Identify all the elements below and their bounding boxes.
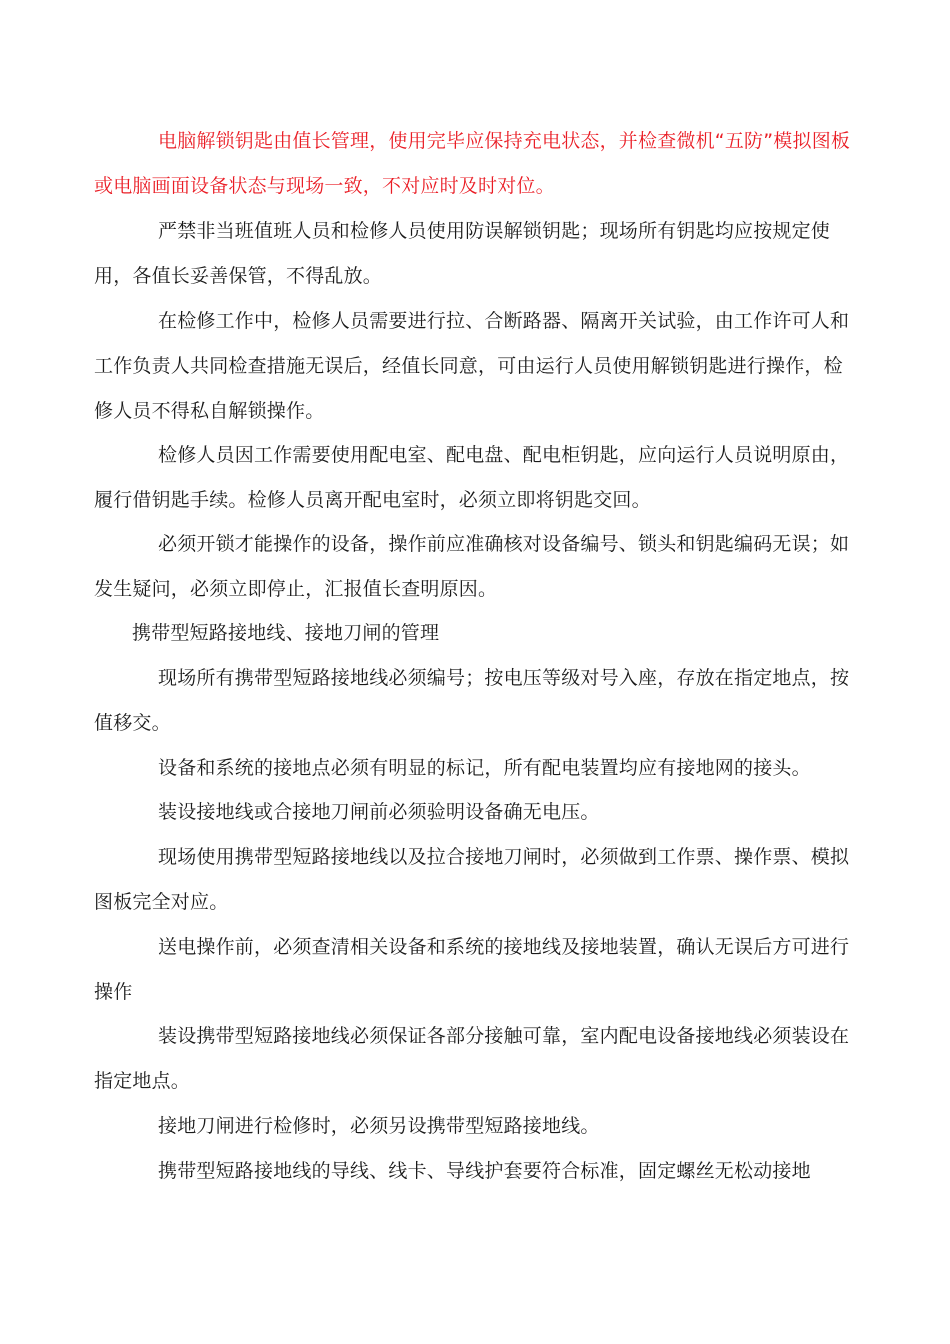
paragraph-grounding-numbering: 现场所有携带型短路接地线必须编号；按电压等级对号入座，存放在指定地点，按值移交。 (94, 667, 850, 734)
paragraph-unlock-key-management: 电脑解锁钥匙由值长管理，使用完毕应保持充电状态，并检查微机“五防”模拟图板或电脑画面设备状态与现场一致，不对应时及时对位。 (94, 130, 851, 197)
paragraph-maintenance-unlock: 在检修工作中，检修人员需要进行拉、合断路器、隔离开关试验，由工作许可人和工作负责人共同检查措施无误后，经值长同意，可由运行人员使用解锁钥匙进行操作，检修人员不得私自解锁操作。 (94, 310, 850, 422)
paragraph-grounding-marks: 设备和系统的接地点必须有明显的标记，所有配电装置均应有接地网的接头。 (158, 757, 811, 779)
paragraph-ticket-correspondence: 现场使用携带型短路接地线以及拉合接地刀闸时，必须做到工作票、操作票、模拟图板完全对应。 (94, 846, 850, 913)
paragraph-before-energizing: 送电操作前，必须查清相关设备和系统的接地线及接地装置，确认无误后方可进行操作 (94, 936, 850, 1003)
paragraph-verify-no-voltage: 装设接地线或合接地刀闸前必须验明设备确无电压。 (158, 801, 600, 823)
paragraph-unlock-verification: 必须开锁才能操作的设备，操作前应准确核对设备编号、锁头和钥匙编码无误；如发生疑问，必须立即停止，汇报值长查明原因。 (94, 533, 850, 600)
paragraph-switch-maintenance: 接地刀闸进行检修时，必须另设携带型短路接地线。 (158, 1115, 600, 1137)
paragraph-wire-standards: 携带型短路接地线的导线、线卡、导线护套要符合标准，固定螺丝无松动接地 (158, 1160, 811, 1182)
paragraph-distribution-room-keys: 检修人员因工作需要使用配电室、配电盘、配电柜钥匙，应向运行人员说明原由，履行借钥匙手续。检修人员离开配电室时，必须立即将钥匙交回。 (94, 444, 850, 511)
section-heading-grounding: 携带型短路接地线、接地刀闸的管理 (132, 622, 440, 644)
paragraph-key-usage-rules: 严禁非当班值班人员和检修人员使用防误解锁钥匙；现场所有钥匙均应按规定使用，各值长妥善保管，不得乱放。 (94, 220, 831, 287)
paragraph-reliable-contact: 装设携带型短路接地线必须保证各部分接触可靠，室内配电设备接地线必须装设在指定地点。 (94, 1025, 850, 1092)
